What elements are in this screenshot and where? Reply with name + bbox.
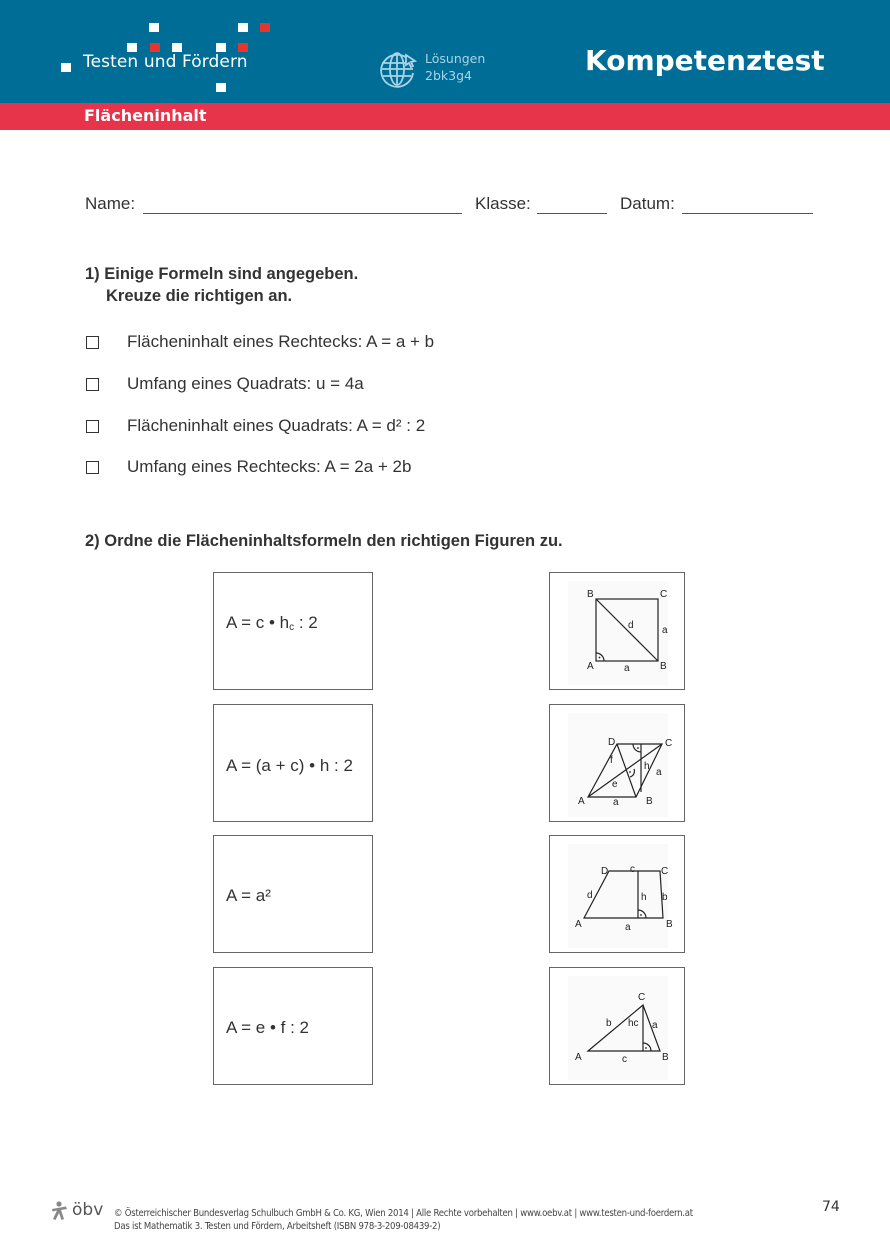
figure-card-triangle[interactable] [549,967,685,1085]
formula-text: A = e • f : 2 [226,1018,309,1037]
side-label: a [624,663,630,674]
formula-text [226,613,318,633]
side-label: f [610,755,613,766]
side-label: a [652,1020,658,1031]
vertex-label: A [587,661,594,672]
vertex-label: D [601,866,609,877]
logo-square [127,43,137,52]
logo-square-red [260,23,270,32]
logo-square [216,43,226,52]
vertex-label: C [665,738,673,749]
side-label: a [625,922,631,933]
side-label: c [630,864,635,875]
name-label: Name: [85,194,136,213]
class-field[interactable] [537,213,607,214]
task2-title: 2) Ordne die Flächeninhaltsformeln den richtigen Figuren zu. [85,532,563,550]
option-checkbox[interactable] [86,461,99,474]
task1-title-line1: 1) Einige Formeln sind angegeben. [85,265,359,283]
formula-card[interactable] [213,572,373,690]
vertex-label: A [575,919,582,930]
side-label: a [613,797,619,808]
side-label: h [641,892,647,903]
page-number: 74 [822,1199,840,1215]
solutions-code: 2bk3g4 [425,68,472,83]
side-label: a [656,767,662,778]
side-label: d [587,890,593,901]
option-checkbox[interactable] [86,336,99,349]
side-label: d [628,620,634,631]
logo-square-red [238,43,248,52]
right-angle-dot [640,914,642,916]
header-banner [0,0,890,104]
formula-text: A = a² [226,886,271,905]
option-text: Umfang eines Quadrats: u = 4a [127,374,364,393]
formula-subscript: c [289,622,295,633]
formula-main: A = c • h [226,613,290,632]
option-text: Flächeninhalt eines Rechtecks: A = a + b [127,332,435,351]
side-label: b [606,1018,612,1029]
side-label: e [612,779,618,790]
logo-square [61,63,71,72]
vertex-label: C [661,866,669,877]
side-label: c [622,1054,627,1065]
figure-card-square[interactable] [549,572,685,690]
topic-title: Flächeninhalt [84,106,207,125]
task1-title [85,263,358,307]
vertex-label: B [660,661,667,672]
brand-name: Testen und Fördern [83,52,248,72]
vertex-label: D [608,737,616,748]
footer-copyright [114,1207,693,1233]
option-checkbox[interactable] [86,420,99,433]
logo-square-red [150,43,160,52]
option-text: Umfang eines Rechtecks: A = 2a + 2b [127,457,412,476]
formula-text: A = (a + c) • h : 2 [226,756,353,775]
vertex-label: A [575,1052,582,1063]
vertex-label: B [646,796,653,807]
rhombus-figure [550,705,686,823]
date-label: Datum: [620,194,675,213]
square-figure [550,573,686,691]
logo-square [216,83,226,92]
page-title: Kompetenztest [585,44,825,77]
logo-square [172,43,182,52]
triangle-figure [550,968,686,1086]
right-angle-dot [645,1047,647,1049]
formula-card[interactable] [213,967,373,1085]
task1-title-line2: Kreuze die richtigen an. [106,287,293,305]
right-angle-dot [637,747,639,749]
logo-square [238,23,248,32]
figure-card-rhombus[interactable] [549,704,685,822]
vertex-label: C [638,992,646,1003]
side-label: a [662,625,668,636]
side-label: hc [628,1018,639,1029]
vertex-label: A [578,796,585,807]
obv-logo-text: öbv [72,1200,104,1220]
footer-line2: Das ist Mathematik 3. Testen und Fördern, Arbeitsheft (ISBN 978-3-209-08439-2) [114,1221,441,1232]
formula-card[interactable] [213,835,373,953]
vertex-label: C [660,589,668,600]
vertex-label: B [662,1052,669,1063]
formula-card[interactable] [213,704,373,822]
side-label: h [644,761,650,772]
publisher-logo [50,1200,110,1227]
footer-line1: © Österreichischer Bundesverlag Schulbuch GmbH & Co. KG, Wien 2014 | Alle Rechte vorbehalten | www.oebv.at | www.testen-und-foerdern.at [114,1208,693,1219]
right-angle-dot [599,657,601,659]
figure-card-trapezoid[interactable] [549,835,685,953]
trapezoid-figure [550,836,686,954]
date-field[interactable] [682,213,813,214]
option-checkbox[interactable] [86,378,99,391]
class-label: Klasse: [475,194,531,213]
side-label: b [662,892,668,903]
solutions-link[interactable] [425,50,485,84]
formula-tail: : 2 [294,613,318,632]
vertex-label: B [666,919,673,930]
name-field[interactable] [143,213,462,214]
right-angle-dot [629,771,631,773]
option-text: Flächeninhalt eines Quadrats: A = d² : 2 [127,416,426,435]
logo-square [149,23,159,32]
vertex-label: B [587,589,594,600]
globe-cursor-icon[interactable] [379,49,419,89]
solutions-label: Lösungen [425,51,486,66]
